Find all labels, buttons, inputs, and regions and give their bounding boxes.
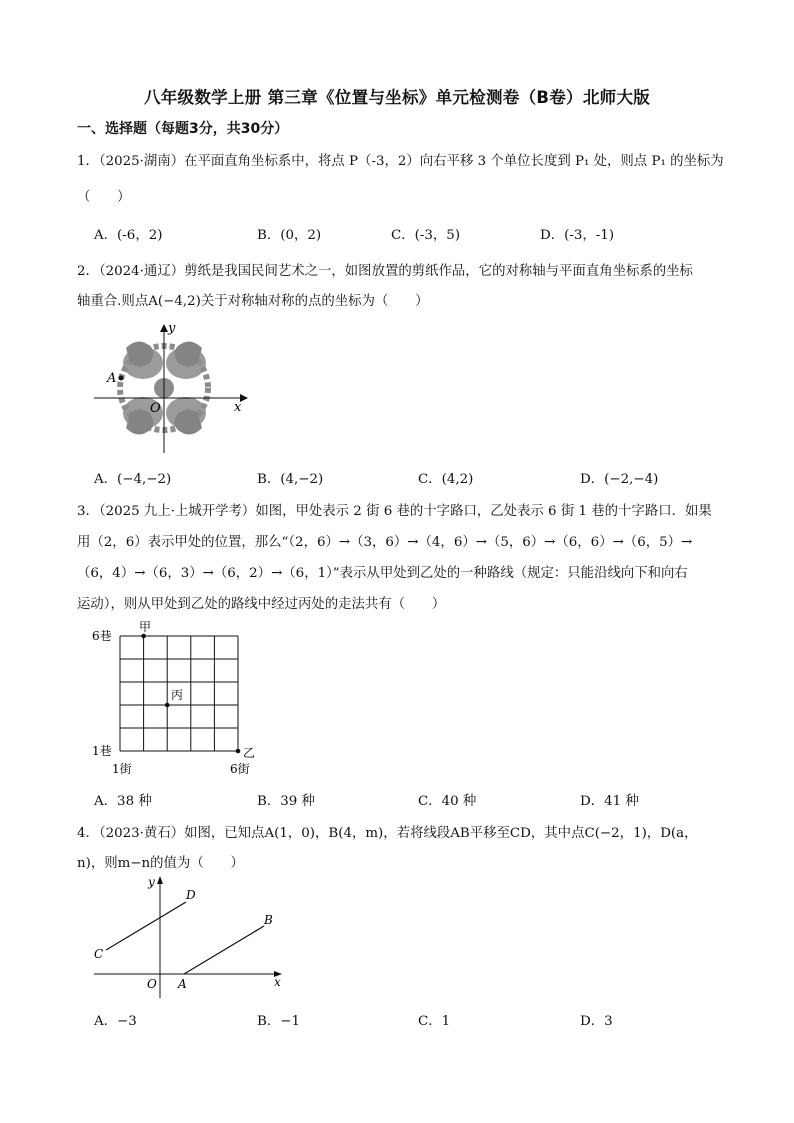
question-3-line-4: 运动），则从甲处到乙处的路线中经过丙处的走法共有（ ）: [77, 597, 446, 612]
page-title: 八年级数学上册 第三章《位置与坐标》单元检测卷（B卷）北师大版: [143, 88, 651, 107]
label-origin: O: [150, 401, 161, 416]
coordinate-segments-figure: [88, 872, 288, 1002]
label-c: C: [94, 947, 104, 961]
label-bing: 丙: [171, 688, 184, 702]
question-2-option-a[interactable]: A．(−4,−2): [94, 472, 172, 487]
question-4-option-c[interactable]: C．1: [418, 1014, 451, 1029]
question-1-line-2: （ ）: [77, 190, 131, 205]
point-a: [119, 376, 124, 381]
question-4-line-1: 4．（2023·黄石）如图，已知点A(1，0)，B(4，m)，若将线段AB平移至CD，其中点C(−2，1)，D(a，: [77, 826, 698, 841]
section-heading: 一、选择题（每题3分，共30分）: [77, 121, 289, 137]
label-x: x: [234, 400, 242, 415]
label-x: x: [274, 975, 281, 989]
question-4-option-d[interactable]: D．3: [580, 1014, 613, 1029]
question-1-line-1: 1．（2025·湖南）在平面直角坐标系中，将点 P（-3，2）向右平移 3 个单位长度到 P₁ 处，则点 P₁ 的坐标为: [77, 154, 724, 169]
street-grid-figure: [88, 618, 268, 778]
label-origin: O: [147, 977, 157, 991]
question-3-line-2: 用（2，6）表示甲处的位置，那么“（2，6）→（3，6）→（4，6）→（5，6）→（6，6）→（6，5）→: [77, 535, 693, 550]
point-bing: [165, 703, 170, 708]
label-street-6: 6街: [230, 762, 250, 776]
label-yi: 乙: [243, 746, 256, 760]
question-3-line-1: 3．（2025 九上·上城开学考）如图，甲处表示 2 街 6 巷的十字路口，乙处表示 6 街 1 巷的十字路口．如果: [77, 504, 712, 519]
question-1-option-a[interactable]: A．(-6，2): [94, 228, 163, 243]
point-jia: [141, 634, 146, 639]
question-3-option-b[interactable]: B．39 种: [257, 794, 315, 809]
question-2-option-c[interactable]: C．(4,2): [418, 472, 474, 487]
question-2-option-b[interactable]: B．(4,−2): [257, 472, 324, 487]
question-3-line-3: （6，4）→（6，3）→（6，2）→（6，1）”表示从甲处到乙处的一种路线（规定：只能沿线向下和向右: [77, 566, 688, 581]
question-4-option-a[interactable]: A．−3: [94, 1014, 137, 1029]
question-1-option-d[interactable]: D．(-3，-1): [540, 228, 615, 243]
label-street-1: 1街: [112, 762, 132, 776]
y-axis-arrow-icon: [160, 324, 168, 332]
question-4-option-b[interactable]: B．−1: [257, 1014, 300, 1029]
label-a: A: [107, 371, 117, 386]
question-3-option-c[interactable]: C．40 种: [418, 794, 477, 809]
question-2-line-1: 2．（2024·通辽）剪纸是我国民间艺术之一，如图放置的剪纸作品，它的对称轴与平面直角坐标系的坐标: [77, 264, 693, 279]
segment-ab: [184, 926, 264, 974]
point-yi: [236, 749, 241, 754]
y-axis-arrow-icon: [157, 876, 163, 884]
label-y: y: [168, 321, 176, 336]
label-y: y: [148, 875, 155, 889]
question-1-option-c[interactable]: C．(-3，5): [391, 228, 461, 243]
question-1-option-b[interactable]: B．(0，2): [257, 228, 322, 243]
label-lane-1: 1巷: [92, 744, 112, 758]
label-b: B: [264, 913, 273, 927]
label-jia: 甲: [139, 620, 152, 634]
label-lane-6: 6巷: [92, 629, 112, 643]
question-2-option-d[interactable]: D．(−2,−4): [580, 472, 659, 487]
label-a: A: [178, 977, 187, 991]
segment-cd: [106, 902, 186, 950]
question-3-option-d[interactable]: D．41 种: [580, 794, 639, 809]
question-3-option-a[interactable]: A．38 种: [94, 794, 152, 809]
paper-cut-figure: [88, 318, 253, 458]
label-d: D: [186, 888, 196, 902]
question-2-line-2: 轴重合.则点A(−4,2)关于对称轴对称的点的坐标为（ ）: [77, 294, 429, 309]
question-4-line-2: n)，则m−n的值为（ ）: [77, 856, 244, 871]
